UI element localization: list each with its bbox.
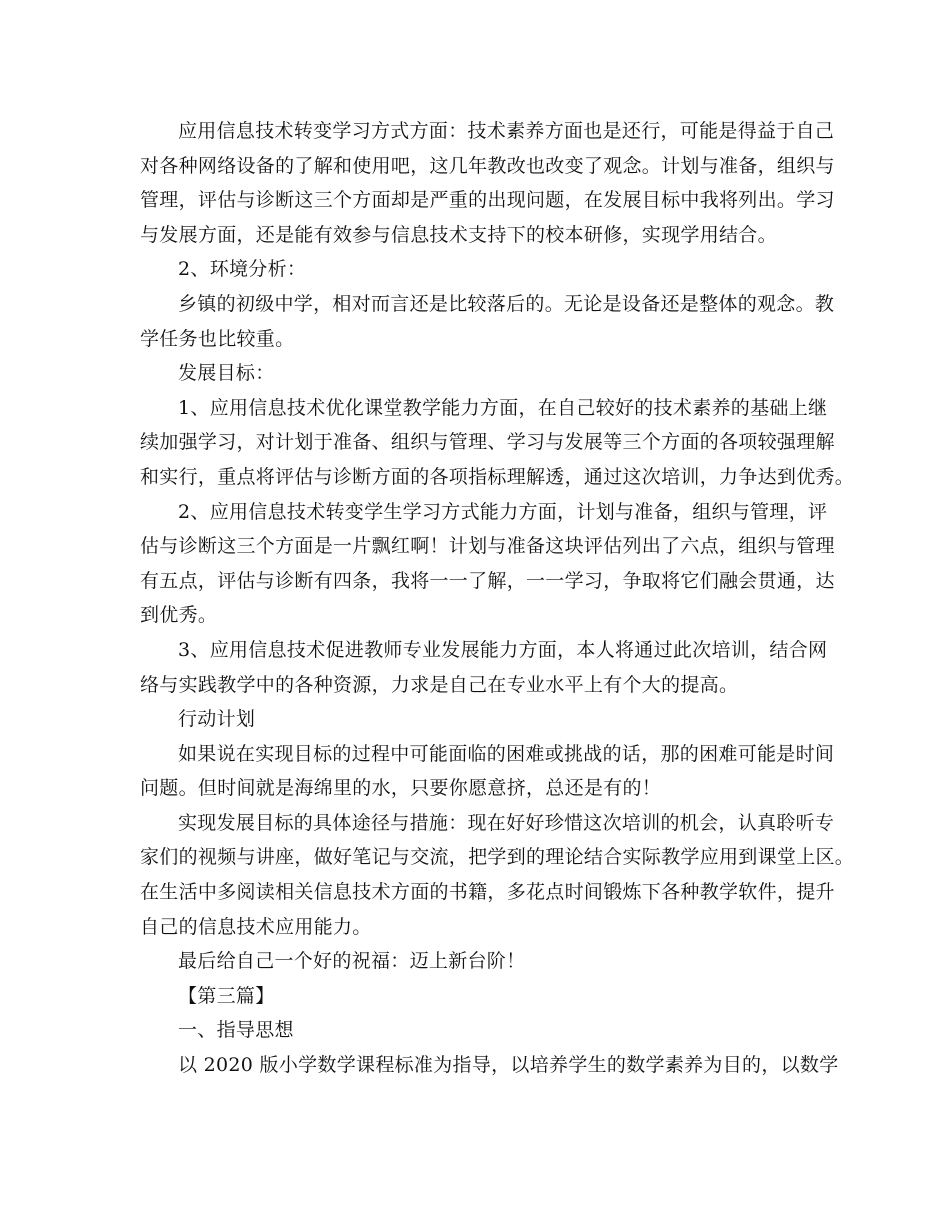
text-line: 对各种网络设备的了解和使用吧，这几年教改也改变了观念。计划与准备，组织与 [140, 154, 835, 177]
text-line: 问题。但时间就是海绵里的水，只要你愿意挤，总还是有的！ [140, 777, 662, 800]
text-line: 到优秀。 [140, 604, 218, 627]
text-line: 如果说在实现目标的过程中可能面临的困难或挑战的话，那的困难可能是时间 [178, 742, 835, 765]
text-line: 3、应用信息技术促进教师专业发展能力方面，本人将通过此次培训，结合网 [178, 638, 828, 661]
text-line: 自己的信息技术应用能力。 [140, 915, 372, 938]
text-line: 发展目标： [178, 362, 275, 385]
text-line: 2、环境分析： [178, 258, 307, 281]
text-line: 乡镇的初级中学，相对而言还是比较落后的。无论是设备还是整体的观念。教 [178, 292, 835, 315]
text-line: 续加强学习，对计划于准备、组织与管理、学习与发展等三个方面的各项较强理解 [140, 431, 835, 454]
text-line: 在生活中多阅读相关信息技术方面的书籍，多花点时间锻炼下各种教学软件，提升 [140, 881, 835, 904]
text-line: 实现发展目标的具体途径与措施：现在好好珍惜这次培训的机会，认真聆听专 [178, 811, 835, 834]
text-line: 和实行，重点将评估与诊断方面的各项指标理解透，通过这次培训，力争达到优秀。 [140, 465, 855, 488]
text-line: 【第三篇】 [178, 984, 275, 1007]
text-line: 应用信息技术转变学习方式方面：技术素养方面也是还行，可能是得益于自己 [178, 120, 835, 142]
text-line: 学任务也比较重。 [140, 327, 295, 350]
text-line: 1、应用信息技术优化课堂教学能力方面，在自己较好的技术素养的基础上继 [178, 396, 828, 419]
text-line: 最后给自己一个好的祝福：迈上新台阶！ [178, 950, 526, 973]
text-line: 以 2020 版小学数学课程标准为指导，以培养学生的数学素养为目的，以数学 [178, 1054, 839, 1077]
text-line: 管理，评估与诊断这三个方面却是严重的出现问题，在发展目标中我将列出。学习 [140, 189, 835, 212]
document-body [140, 114, 855, 1083]
text-line: 估与诊断这三个方面是一片飘红啊！计划与准备这块评估列出了六点，组织与管理 [140, 535, 835, 558]
text-line: 一、指导思想 [178, 1019, 294, 1042]
text-line: 络与实践教学中的各种资源，力求是自己在专业水平上有个大的提高。 [140, 673, 739, 696]
text-line: 有五点，评估与诊断有四条，我将一一了解，一一学习，争取将它们融会贯通，达 [140, 569, 835, 592]
text-line: 与发展方面，还是能有效参与信息技术支持下的校本研修，实现学用结合。 [140, 223, 777, 246]
text-line: 家们的视频与讲座，做好笔记与交流，把学到的理论结合实际教学应用到课堂上区。 [140, 846, 855, 869]
text-line: 2、应用信息技术转变学生学习方式能力方面，计划与准备，组织与管理，评 [178, 500, 828, 523]
text-line: 行动计划 [178, 708, 256, 731]
